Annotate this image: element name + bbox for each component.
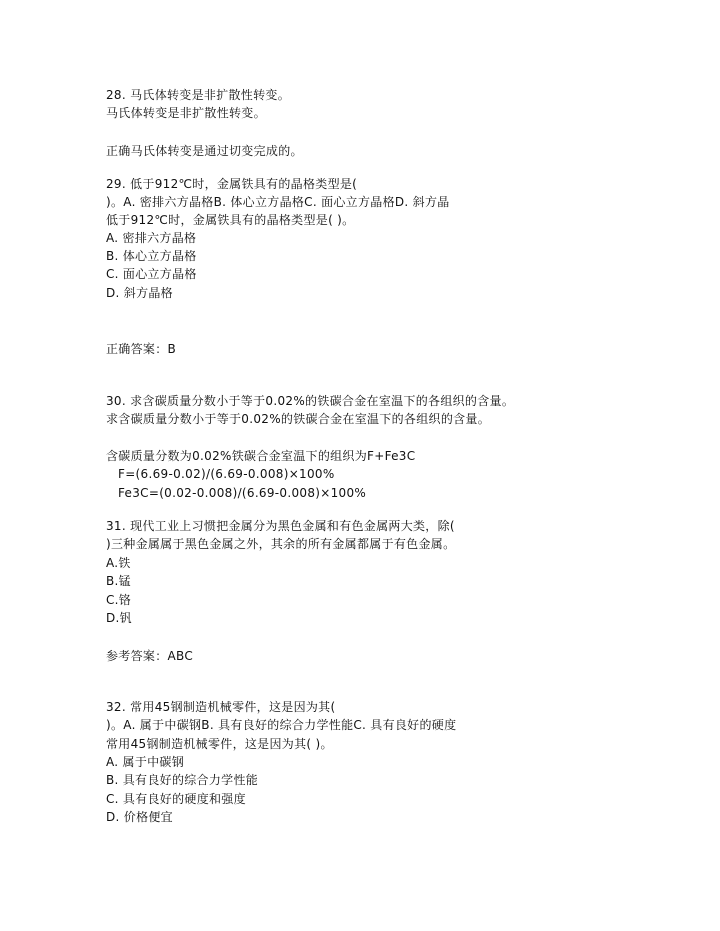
option-c: C. 面心立方晶格 xyxy=(106,267,197,281)
question-28-answer: 正确马氏体转变是通过切变完成的。 xyxy=(106,144,303,158)
option-d: D. 价格便宜 xyxy=(106,810,173,824)
formula-cementite: Fe3C=(0.02-0.008)/(6.69-0.008)×100% xyxy=(118,486,367,500)
question-29-stem: 低于912℃时，金属铁具有的晶格类型是( )。 xyxy=(106,213,355,227)
option-c: C.铬 xyxy=(106,593,132,607)
option-a: A. 属于中碳钢 xyxy=(106,755,185,769)
question-29-answer: 正确答案：B xyxy=(106,342,177,356)
question-29-options-inline: )。A. 密排六方晶格B. 体心立方晶格C. 面心立方晶格D. 斜方晶 xyxy=(106,195,450,209)
option-b: B. 具有良好的综合力学性能 xyxy=(106,773,259,787)
question-30-answer: 含碳质量分数为0.02%铁碳合金室温下的组织为F+Fe3C xyxy=(106,449,416,463)
formula-ferrite: F=(6.69-0.02)/(6.69-0.008)×100% xyxy=(118,467,335,481)
option-b: B. 体心立方晶格 xyxy=(106,249,197,263)
option-c: C. 具有良好的硬度和强度 xyxy=(106,792,246,806)
question-32-stem: 常用45钢制造机械零件，这是因为其( )。 xyxy=(106,737,333,751)
option-d: D. 斜方晶格 xyxy=(106,286,173,300)
option-a: A.铁 xyxy=(106,556,131,570)
question-32-title: 32. 常用45钢制造机械零件，这是因为其( xyxy=(106,700,336,714)
question-28-stem: 马氏体转变是非扩散性转变。 xyxy=(106,106,266,120)
question-31-title: 31. 现代工业上习惯把金属分为黑色金属和有色金属两大类，除( xyxy=(106,519,455,533)
question-30-title: 30. 求含碳质量分数小于等于0.02%的铁碳合金在室温下的各组织的含量。 xyxy=(106,394,515,408)
question-28-title: 28. 马氏体转变是非扩散性转变。 xyxy=(106,88,290,102)
question-31-answer: 参考答案：ABC xyxy=(106,649,194,663)
question-32-options-inline: )。A. 属于中碳钢B. 具有良好的综合力学性能C. 具有良好的硬度 xyxy=(106,718,457,732)
option-d: D.钒 xyxy=(106,611,132,625)
option-b: B.锰 xyxy=(106,574,131,588)
question-30-stem: 求含碳质量分数小于等于0.02%的铁碳合金在室温下的各组织的含量。 xyxy=(106,412,491,426)
question-31-stem: )三种金属属于黑色金属之外，其余的所有金属都属于有色金属。 xyxy=(106,537,456,551)
question-29-title: 29. 低于912℃时，金属铁具有的晶格类型是( xyxy=(106,177,358,191)
option-a: A. 密排六方晶格 xyxy=(106,231,197,245)
